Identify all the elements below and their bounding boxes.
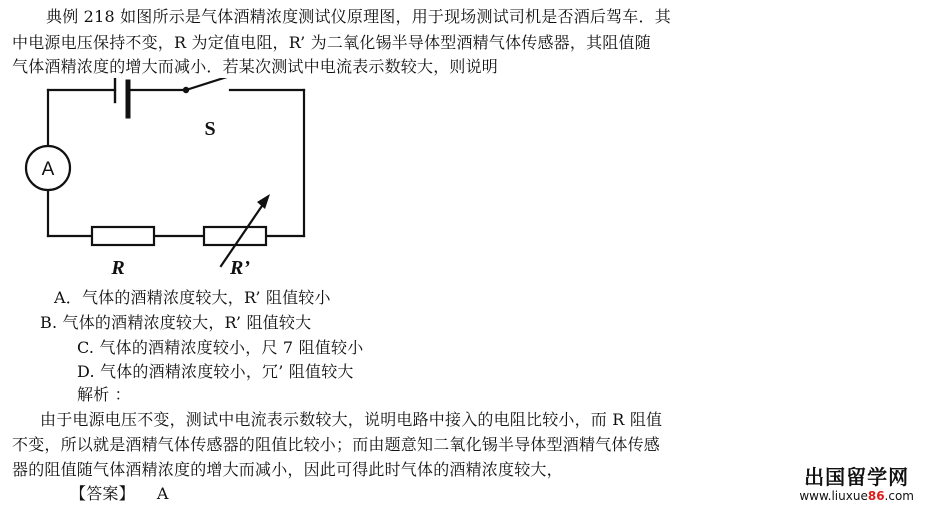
watermark-url — [799, 489, 914, 503]
answer-label: 【答案】 — [70, 484, 135, 503]
switch-label: S — [204, 118, 216, 140]
question-line-3: 气体酒精浓度的增大而减小．若某次测试中电流表示数较大，则说明 — [12, 57, 499, 76]
watermark-url-suffix: .com — [884, 489, 914, 503]
option-d: D. 气体的酒精浓度较小，冗’ 阻值较大 — [77, 362, 354, 381]
watermark-brand: 出国留学网 — [804, 465, 910, 489]
analysis-line-1: 由于电源电压不变，测试中电流表示数较大，说明电路中接入的电阻比较小，而 R 阻值 — [40, 410, 663, 429]
analysis-line-3: 器的阻值随气体酒精浓度的增大而减小，因此可得此时气体的酒精浓度较大， — [12, 460, 563, 479]
option-c: C. 气体的酒精浓度较小，尺 7 阻值较小 — [77, 338, 364, 357]
variable-arrowhead — [257, 194, 270, 209]
question-line-1: 典例 218 如图所示是气体酒精浓度测试仪原理图，用于现场测试司机是否酒后驾车．其 — [46, 7, 671, 26]
option-a: A．气体的酒精浓度较大，R’ 阻值较小 — [54, 288, 331, 307]
switch-blade — [186, 78, 230, 90]
watermark — [799, 465, 914, 503]
ammeter-label: A — [41, 159, 55, 180]
answer-row — [70, 483, 169, 505]
question-line-2: 中电源电压保持不变，R 为定值电阻，R’ 为二氧化锡半导体型酒精气体传感器，其阻值随 — [12, 33, 651, 52]
watermark-url-accent: 86 — [867, 489, 885, 503]
analysis-label: 解析 ： — [77, 385, 131, 404]
switch-contact — [183, 87, 189, 93]
resistor-label: R — [111, 257, 125, 279]
sensor-r-prime — [204, 227, 266, 245]
sensor-label: R’ — [230, 257, 250, 279]
analysis-line-2: 不变，所以就是酒精气体传感器的阻值比较小；而由题意知二氧化锡半导体型酒精气体传感 — [12, 435, 661, 454]
circuit-diagram — [18, 78, 318, 283]
resistor-r — [92, 227, 154, 245]
watermark-url-prefix: www.liuxue — [799, 489, 868, 503]
option-b: B. 气体的酒精浓度较大，R’ 阻值较大 — [40, 313, 312, 332]
answer-value: A — [156, 484, 169, 503]
